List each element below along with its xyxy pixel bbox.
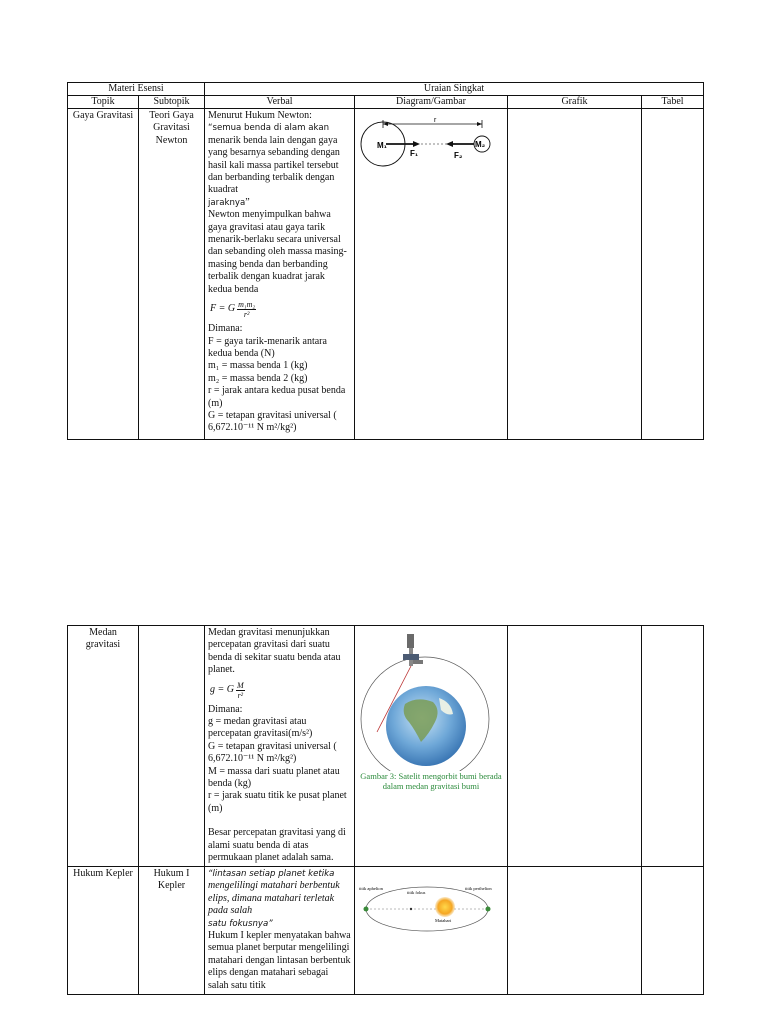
- satellite-orbit-image: [355, 626, 501, 771]
- formula-lhs: F = G: [210, 303, 236, 315]
- formula-numerator: M: [236, 680, 244, 690]
- topik-gaya-gravitasi: Gaya Gravitasi: [68, 109, 139, 440]
- formula-denominator: r²: [243, 310, 250, 320]
- quote-start: “semua benda di alam akan: [208, 123, 330, 134]
- formula-lhs: g = G: [210, 683, 234, 695]
- def-item: M = massa dari suatu planet atau benda (kg): [208, 765, 340, 790]
- header-subtopik: Subtopik: [139, 96, 205, 109]
- medan-formula: [210, 681, 351, 700]
- kepler-text: Hukum I kepler menyatakan bahwa semua planet berputar mengelilingi matahari dengan lintasan berbentuk elips dengan matahari sebagai salah satu titik: [208, 930, 351, 991]
- summary-text: Newton menyimpulkan bahwa gaya gravitasi atau gaya tarik menarik-berlaku secara universal dan sebanding oleh massa masing-masing benda dan berbanding terbalik dengan kuadrat jarak kedua benda: [208, 209, 347, 295]
- medan-note: Besar percepatan gravitasi yang di alami suatu benda di atas permukaan planet adalah sama.: [208, 827, 346, 864]
- dimana-label: Dimana:: [208, 323, 243, 335]
- label-m1: M₁: [377, 141, 387, 150]
- grafik-cell: [508, 867, 642, 995]
- label-r: r: [434, 117, 437, 124]
- def-item: r = jarak antara kedua pusat benda (m): [208, 385, 346, 409]
- subtopik-empty: [139, 626, 205, 867]
- header-topik: Topik: [68, 96, 139, 109]
- materi-table-1: [67, 82, 704, 440]
- def-item: G = tetapan gravitasi universal ( 6,672.10⁻¹¹ N m²/kg²): [208, 740, 337, 765]
- header-uraian-singkat: Uraian Singkat: [205, 83, 704, 96]
- grafik-cell: [508, 626, 642, 867]
- def-item: r = jarak suatu titik ke pusat planet (m): [208, 790, 347, 814]
- materi-table-2: [67, 625, 704, 995]
- quote-end: jaraknya: [208, 197, 246, 208]
- subtopik-teori-newton: Teori Gaya Gravitasi Newton: [139, 109, 205, 440]
- verbal-kepler: [205, 867, 355, 995]
- medan-text: Medan gravitasi menunjukkan percepatan gravitasi dari suatu benda di sekitar suatu benda atau planet.: [208, 627, 341, 676]
- def-item: m₂ = massa benda 2 (kg): [208, 372, 308, 384]
- topik-medan-gravitasi: Medan gravitasi: [68, 626, 139, 867]
- header-materi-esensi: Materi Esensi: [68, 83, 205, 96]
- label-matahari: Matahari: [435, 918, 452, 923]
- label-perihelion: titik perihelion: [465, 886, 492, 891]
- label-aphelion: titik aphelion: [359, 886, 383, 891]
- tabel-cell: [642, 626, 704, 867]
- label-f2: F₂: [454, 151, 463, 160]
- kepler-quote-c: satu fokusnya”: [208, 918, 273, 929]
- diagram-kepler: [355, 867, 508, 995]
- verbal-newton: [205, 109, 355, 440]
- label-fokus: titik fokus: [407, 890, 426, 895]
- kepler-quote-a: “lintasan setiap planet ketika: [208, 869, 335, 879]
- formula-numerator: m₁m₂: [238, 300, 256, 310]
- verbal-medan: [205, 626, 355, 867]
- kepler-orbit-diagram: [355, 867, 501, 957]
- tabel-cell: [642, 109, 704, 440]
- newton-formula: [210, 300, 351, 319]
- header-grafik: Grafik: [508, 96, 642, 109]
- kepler-quote-b: mengelilingi matahari berbentuk elips, dimana matahari terletak pada salah: [208, 880, 340, 917]
- def-item: m₁ = massa benda 1 (kg): [208, 360, 308, 372]
- dimana-label: Dimana:: [208, 703, 243, 715]
- formula-denominator: r²: [237, 690, 244, 700]
- gravitation-diagram: [358, 110, 504, 180]
- tabel-cell: [642, 867, 704, 995]
- diagram-newton: [355, 109, 508, 440]
- diagram-medan: [355, 626, 508, 867]
- topik-hukum-kepler: Hukum Kepler: [68, 867, 139, 995]
- header-tabel: Tabel: [642, 96, 704, 109]
- grafik-cell: [508, 109, 642, 440]
- intro-text: Menurut Hukum Newton:: [208, 110, 312, 121]
- satellite-caption: Gambar 3: Satelit mengorbit bumi berada dalam medan gravitasi bumi: [360, 771, 502, 791]
- header-verbal: Verbal: [205, 96, 355, 109]
- label-m2: M₂: [475, 140, 486, 149]
- header-diagram: Diagram/Gambar: [355, 96, 508, 109]
- def-item: g = medan gravitasi atau percepatan gravitasi(m/s²): [208, 716, 313, 740]
- subtopik-hukum-i-kepler: Hukum I Kepler: [139, 867, 205, 995]
- quote-body: menarik benda lain dengan gaya yang besarnya sebanding dengan hasil kali massa partikel tersebut dan berbanding terbalik dengan kuadrat: [208, 134, 340, 196]
- def-item: F = gaya tarik-menarik antara kedua benda (N): [208, 335, 327, 359]
- def-item: G = tetapan gravitasi universal ( 6,672.10⁻¹¹ N m²/kg²): [208, 409, 337, 434]
- label-f1: F₁: [410, 149, 419, 158]
- quote-close: ”: [245, 196, 250, 208]
